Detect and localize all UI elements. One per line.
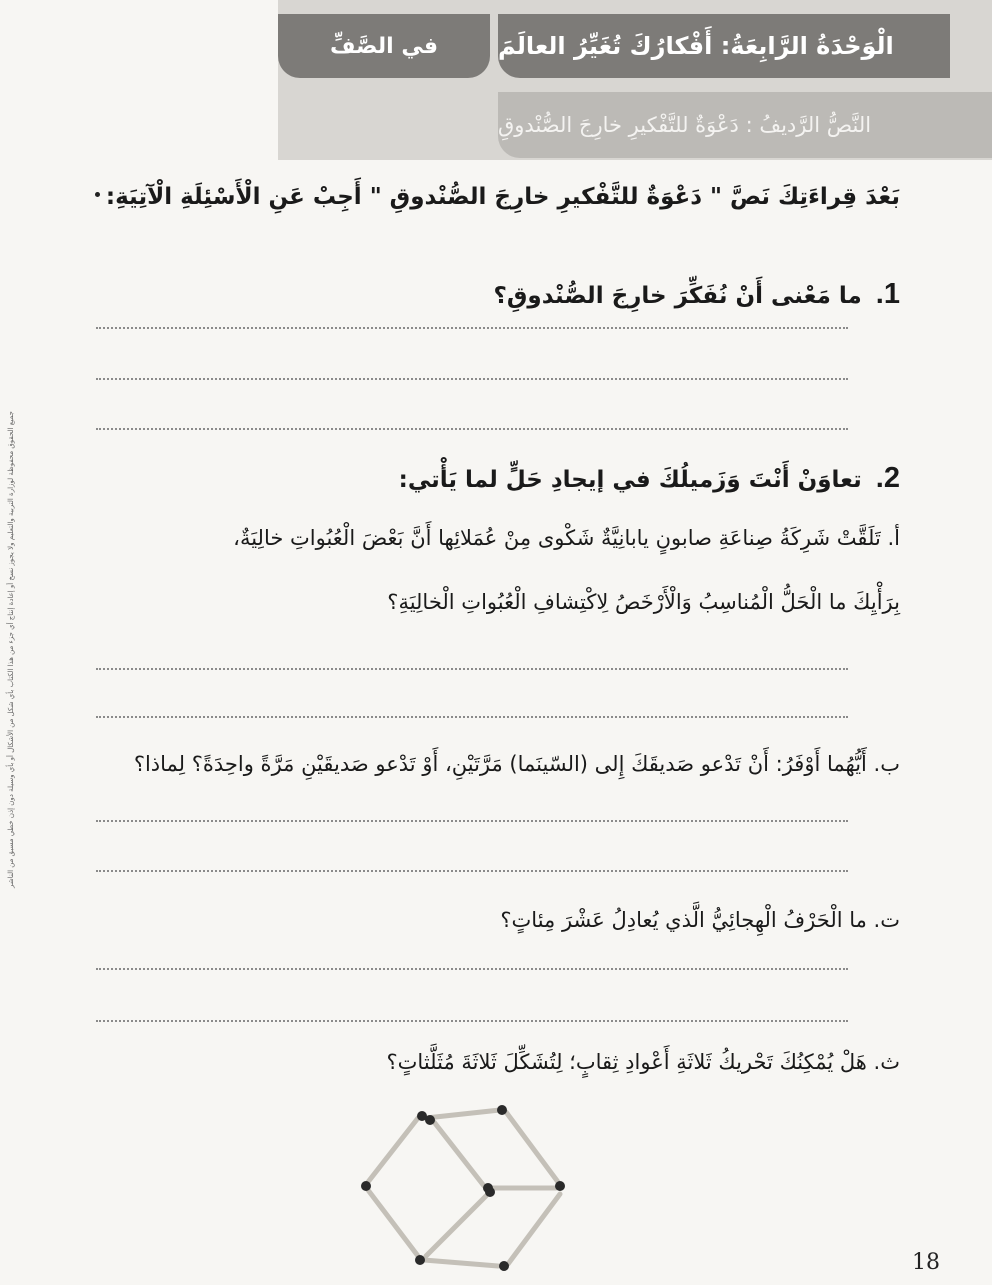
- matchstick: [434, 1122, 484, 1186]
- matchstick: [368, 1190, 418, 1256]
- matchstick: [426, 1110, 500, 1118]
- answer-line-q2b-1[interactable]: [96, 820, 848, 822]
- question-2-text: تعاوَنْ أَنْتَ وَزَميلُكَ في إيجادِ حَلٍّ لما يَأْتي:: [398, 467, 862, 493]
- match-head: [555, 1181, 565, 1191]
- match-head: [415, 1255, 425, 1265]
- question-2t: ت. ما الْحَرْفُ الْهِجائِيُّ الَّذي يُعادِلُ عَشْرَ مِئاتٍ؟: [500, 908, 900, 932]
- match-head: [425, 1115, 435, 1125]
- answer-line-q2b-2[interactable]: [96, 870, 848, 872]
- decorative-dot: [95, 192, 100, 197]
- matchstick-puzzle: [360, 1100, 580, 1275]
- answer-line-q2t-2[interactable]: [96, 1020, 848, 1022]
- unit-title: الْوَحْدَةُ الرَّابِعَةُ: أَفْكارُكَ تُغَيِّرُ العالَمَ: [498, 14, 950, 78]
- question-2a-line1: أ. تَلَقَّتْ شَرِكَةُ صِناعَةِ صابونٍ يابانِيَّةٌ شَكْوى مِنْ عُمَلائِها أَنَّ بَعْضَ الْعُبُواتِ خالِيَةٌ،: [233, 526, 900, 550]
- instructions: بَعْدَ قِراءَتِكَ نَصَّ " دَعْوَةٌ للتَّفْكيرِ خارِجَ الصُّنْدوقِ " أَجِبْ عَنِ الْأَسْئِلَةِ الْآتِيَةِ:: [105, 184, 900, 210]
- page-number: 18: [912, 1250, 940, 1275]
- question-1-number: 1.: [875, 278, 900, 310]
- question-2a-line2: بِرَأْيِكَ ما الْحَلُّ الْمُناسِبُ وَالْأَرْخَصُ لِاكْتِشافِ الْعُبُواتِ الْخالِيَةِ؟: [387, 590, 900, 614]
- answer-line-q1-1[interactable]: [96, 327, 848, 329]
- matchstick: [424, 1260, 498, 1266]
- question-2: [399, 462, 900, 495]
- match-head: [361, 1181, 371, 1191]
- question-2b: ب. أَيُّهُما أَوْفَرُ: أَنْ تَدْعو صَديقَكَ إِلى (السّينَما) مَرَّتَيْنِ، أَوْ تَدْعو صَديقَيْنِ مَرَّةً واحِدَةً؟ لِماذا؟: [133, 752, 900, 776]
- match-head: [485, 1187, 495, 1197]
- question-2th: ث. هَلْ يُمْكِنُكَ تَحْريكُ ثَلاثَةِ أَعْوادِ ثِقابٍ؛ لِتُشَكِّلَ ثَلاثَةَ مُثَلَّثاتٍ؟: [386, 1050, 900, 1074]
- matchstick: [426, 1196, 486, 1256]
- lesson-subtitle: النَّصُّ الرَّديفُ : دَعْوَةٌ للتَّفْكيرِ خارِجَ الصُّنْدوقِ: [498, 92, 992, 158]
- matchstick: [506, 1112, 558, 1182]
- question-1-text: ما مَعْنى أَنْ نُفَكِّرَ خارِجَ الصُّنْدوقِ؟: [493, 283, 862, 309]
- question-1: [494, 278, 900, 311]
- match-head: [499, 1261, 509, 1271]
- in-class-label: في الصَّفِّ: [278, 14, 490, 78]
- copyright-text: جميع الحقوق محفوظة لوزارة التربية والتعليم ولا يجوز نسخ أو إعادة إنتاج أي جزء من هذا الكتاب بأي شكل من الأشكال أو بأي وسيلة دون إذن خطي مسبق من الناشر: [7, 411, 15, 889]
- answer-line-q1-3[interactable]: [96, 428, 848, 430]
- match-head: [497, 1105, 507, 1115]
- answer-line-q2a-2[interactable]: [96, 716, 848, 718]
- answer-line-q2a-1[interactable]: [96, 668, 848, 670]
- answer-line-q1-2[interactable]: [96, 378, 848, 380]
- copyright-strip: [0, 290, 22, 1010]
- matchstick: [508, 1194, 560, 1264]
- answer-line-q2t-1[interactable]: [96, 968, 848, 970]
- matchstick: [368, 1118, 418, 1182]
- question-2-number: 2.: [875, 462, 900, 494]
